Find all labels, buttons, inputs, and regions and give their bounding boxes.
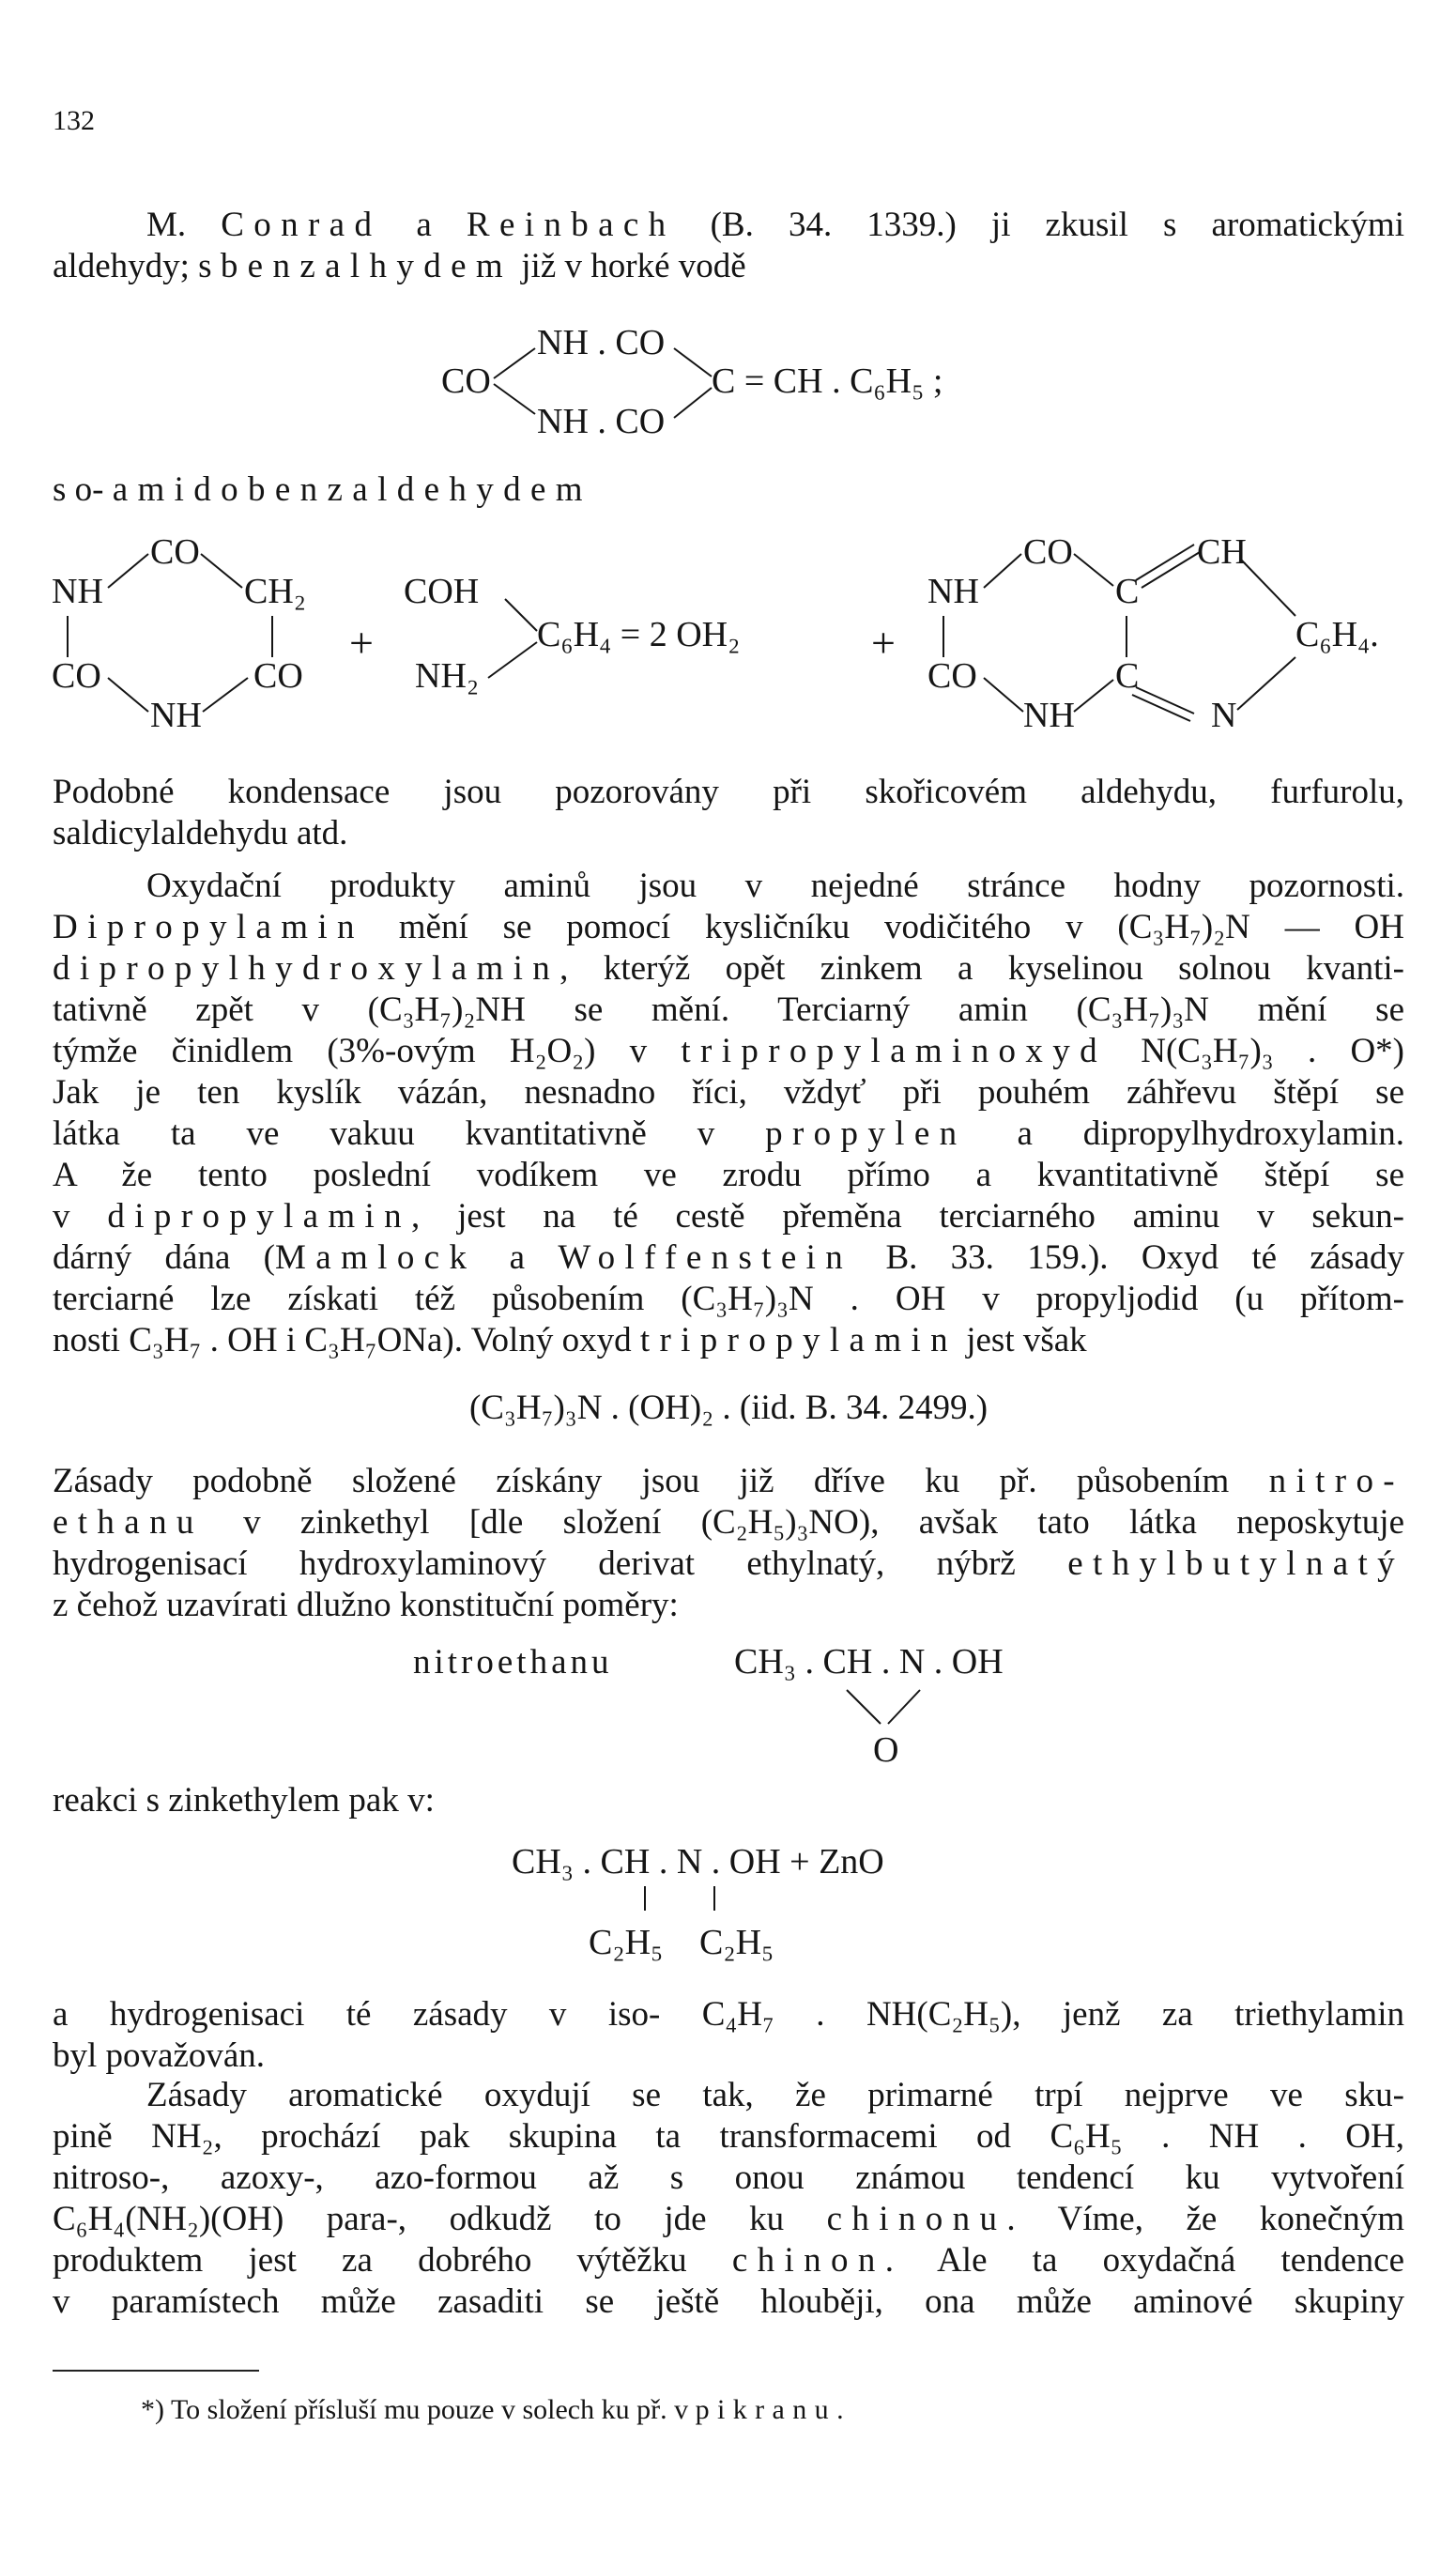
formula-group: C₂H₅ <box>699 1923 774 1962</box>
text-line: týmže činidlem (3%-ovým H₂O₂) v tripropylaminoxyd N(C₃H₇)₃ . O*) <box>53 1032 1404 1070</box>
paragraph-aromatic-bases <box>53 2075 1404 2323</box>
formula-atom: CO <box>927 656 977 696</box>
text-line: Zásady aromatické oxydují se tak, že primarné trpí nejprve ve sku- <box>146 2076 1404 2114</box>
formula-text: CH₃ . CH . N . OH + ZnO <box>512 1842 884 1882</box>
paragraph-amidobenzaldehyde <box>53 469 1404 511</box>
formula-label: nitroethanu <box>413 1643 613 1682</box>
formula-atom: C <box>1115 572 1140 611</box>
plus-sign: + <box>349 619 374 667</box>
text-line: terciarné lze získati též působením (C₃H₇)₃N . OH v propyljodid (u přítom- <box>53 1280 1404 1318</box>
text-line: a hydrogenisaci té zásady v iso- C₄H₇ . NH(C₂H₅), jenž za triethylamin <box>53 1995 1404 2034</box>
formula-atom: CH <box>1197 532 1247 572</box>
formula-atom: CO <box>150 532 200 572</box>
text-line: M. Conrad a Reinbach (B. 34. 1339.) ji zkusil s aromatickými <box>146 206 1404 244</box>
formula-atom: NH <box>150 696 202 735</box>
bond-line <box>108 678 148 712</box>
formula-text: (C₃H₇)₃N . (OH)₂ . (iid. B. 34. 2499.) <box>468 1389 989 1427</box>
text-line: Podobné kondensace jsou pozorovány při skořicovém aldehydu, furfurolu, <box>53 773 1404 811</box>
bond-line <box>674 388 712 418</box>
text-line: dipropylhydroxylamin, kterýž opět zinkem a kyselinou solnou kvanti- <box>53 949 1404 988</box>
bond-line <box>888 1690 920 1724</box>
bond-line <box>1074 554 1113 586</box>
formula-atom: CO <box>52 656 101 696</box>
text-line: v dipropylamin, jest na té cestě přeměna terciarného aminu v sekun- <box>53 1197 1404 1236</box>
formula-group: NH₂ <box>415 656 480 696</box>
bond-line <box>1241 560 1295 616</box>
formula-benzal-condensation <box>432 315 1089 446</box>
formula-group: NH . CO <box>537 402 666 441</box>
paragraph-intro <box>53 205 1404 287</box>
formula-atom: CH₂ <box>244 572 307 611</box>
page-number: 132 <box>53 105 95 136</box>
formula-atom: NH <box>927 572 979 611</box>
text-line: reakci s zinkethylem pak v: <box>53 1781 435 1820</box>
formula-group: C₆H₄ = 2 OH₂ <box>537 615 741 654</box>
formula-atom: NH <box>52 572 103 611</box>
formula-atom: CO <box>1023 532 1073 572</box>
text-line: nosti C₃H₇ . OH i C₃H₇ONa). Volný oxyd tripropylamin jest však <box>53 1321 1087 1359</box>
paragraph-nitroethane <box>53 1461 1404 1626</box>
bond-line <box>201 554 242 588</box>
formula-zinkethyl-product <box>512 1835 1037 1976</box>
bond-line <box>488 642 537 678</box>
bond-line <box>1136 545 1194 580</box>
formula-group: C₂H₅ <box>589 1923 664 1962</box>
text-line: z čehož uzavírati dlužno konstituční poměry: <box>53 1586 679 1624</box>
text-line: Dipropylamin mění se pomocí kysličníku vodičitého v (C₃H₇)₂N — OH <box>53 908 1404 946</box>
bond-line <box>674 348 712 376</box>
text-line: aldehydy; s benzalhydem již v horké vodě <box>53 247 746 285</box>
paragraph-condensations <box>53 772 1404 854</box>
bond-line <box>1074 680 1113 712</box>
formula-tripropylamine-oxide <box>53 1388 1404 1429</box>
text-line: látka ta ve vakuu kvantitativně v propylen a dipropylhydroxylamin. <box>53 1114 1404 1153</box>
formula-group: C = CH . C₆H₅ ; <box>712 361 943 401</box>
formula-group: NH . CO <box>537 323 666 362</box>
text-line: nitroso-, azoxy-, azo-formou až s onou známou tendencí ku vytvoření <box>53 2158 1404 2197</box>
formula-atom: CO <box>253 656 303 696</box>
bond-line <box>505 599 537 631</box>
bond-line <box>984 554 1021 588</box>
text-line: C₆H₄(NH₂)(OH) para-, odkudž to jde ku chinonu. Víme, že konečným <box>53 2200 1404 2238</box>
text-line: dárný dána (Mamlock a Wolffenstein B. 33. 159.). Oxyd té zásady <box>53 1238 1404 1277</box>
formula-text: CH₃ . CH . N . OH <box>734 1642 1004 1682</box>
text-line: Oxydační produkty aminů jsou v nejedné stránce hodny pozornosti. <box>146 867 1404 905</box>
formula-group: C₆H₄. <box>1295 615 1379 654</box>
text-line: pině NH₂, prochází pak skupina ta transformacemi od C₆H₅ . NH . OH, <box>53 2117 1404 2156</box>
formula-group: COH <box>404 572 480 611</box>
paragraph-zinkethyl-reaction <box>53 1780 1404 1821</box>
paragraph-hydrogenation <box>53 1994 1404 2077</box>
bond-line <box>1237 657 1295 710</box>
formula-atom: N <box>1211 696 1237 735</box>
bond-line <box>203 678 248 712</box>
text-line: Zásady podobně složené získány jsou již dříve ku př. působením nitro- <box>53 1462 1404 1500</box>
bond-line <box>984 678 1023 712</box>
footnote: *) To složení přísluší mu pouze v solech ku př. v pikranu. <box>141 2394 844 2425</box>
bond-line <box>1142 552 1200 588</box>
text-line: ethanu v zinkethyl [dle složení (C₂H₅)₃NO), avšak tato látka neposkytuje <box>53 1503 1404 1542</box>
bond-line <box>494 348 535 378</box>
paragraph-oxidation-products <box>53 866 1404 1361</box>
footnote-divider <box>53 2370 259 2372</box>
text-line: hydrogenisací hydroxylaminový derivat ethylnatý, nýbrž ethylbutylnatý <box>53 1544 1404 1583</box>
text-line: v paramístech může zasaditi se ještě hlouběji, ona může aminové skupiny <box>53 2282 1404 2321</box>
plus-sign: + <box>871 619 896 667</box>
text-line: s o- amidobenzaldehydem <box>53 470 592 509</box>
formula-atom: O <box>873 1730 899 1770</box>
formula-quinazoline-reaction <box>47 526 1418 760</box>
text-line: Jak je ten kyslík vázán, nesnadno říci, vždyť při pouhém záhřevu štěpí se <box>53 1073 1404 1112</box>
formula-atom: C <box>1115 656 1140 696</box>
bond-line <box>108 554 148 588</box>
text-line: produktem jest za dobrého výtěžku chinon. Ale ta oxydačná tendence <box>53 2241 1404 2280</box>
text-line: A že tento poslední vodíkem ve zrodu přímo a kvantitativně štěpí se <box>53 1156 1404 1194</box>
formula-nitroethane <box>413 1634 1089 1774</box>
bond-line <box>494 384 535 414</box>
bond-line <box>847 1690 881 1724</box>
text-line: saldicylaldehydu atd. <box>53 814 348 852</box>
text-line: byl považován. <box>53 2036 266 2075</box>
formula-atom: CO <box>441 361 491 401</box>
formula-atom: NH <box>1023 696 1075 735</box>
text-line: tativně zpět v (C₃H₇)₂NH se mění. Terciarný amin (C₃H₇)₃N mění se <box>53 991 1404 1029</box>
